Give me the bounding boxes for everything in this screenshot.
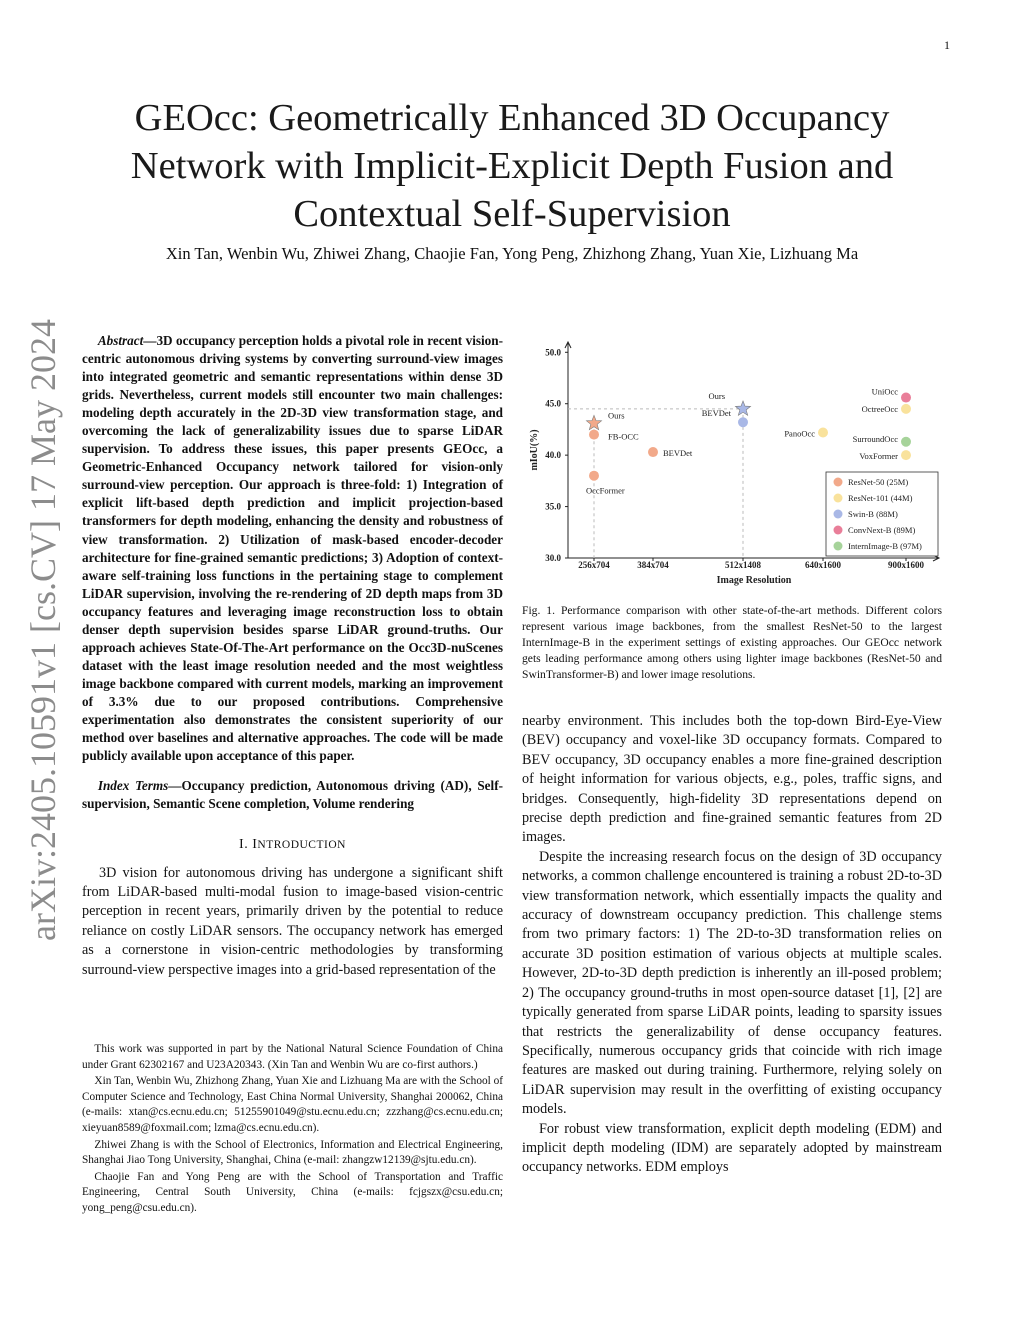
data-label-ours: Ours	[708, 390, 725, 401]
legend-swatch-resnet-101-44m	[834, 494, 843, 503]
footnote-funding: This work was supported in part by the National Natural Science Foundation of China under Grant 62302167 and U23A20343. (Xin Tan and Wenbin Wu are co-first authors.)	[82, 1043, 503, 1071]
y-tick-label: 50.0	[545, 347, 561, 358]
x-axis-label: Image Resolution	[716, 575, 792, 586]
x-tick-label: 900x1600	[888, 560, 924, 570]
data-label-uniocc: UniOcc	[871, 386, 898, 397]
data-label-bevdet: BEVDet	[701, 408, 731, 419]
data-point-ours-star	[586, 415, 601, 429]
data-label-octreeocc: OctreeOcc	[861, 403, 898, 414]
data-label-ours: Ours	[608, 410, 625, 421]
index-terms-label: Index Terms	[97, 778, 169, 794]
data-point-bevdet	[738, 417, 748, 427]
data-point-surroundocc	[901, 437, 911, 447]
y-axis-label: mIoU(%)	[529, 429, 540, 471]
right-column	[522, 712, 942, 1178]
section-number: I.	[239, 837, 249, 853]
abstract-text: 3D occupancy perception holds a pivotal role in recent vision-centric autonomous driving systems by converting surround-view images into integrated geometric and semantic representations within dense 3D grids. Nevertheless, current models still encounter two main challenges: modeling depth accurately in the 2D-3D view transformation stage, and overcoming the lack of generalizability issues due to sparse LiDAR supervision. To address these issues, this paper presents GEOcc, a Geometric-Enhanced Occupancy network tailored for vision-only surround-view perception. Our approach is three-fold: 1) Integration of explicit lift-based depth prediction and implicit projection-based transformers for depth modeling, enhancing the density and robustness of view transformation. 2) Utilization of mask-based encoder-decoder architecture for fine-grained semantic predictions; 3) Adoption of context-aware self-training loss functions in the pertaining stage to complement LiDAR supervision, involving the re-rendering of 2D depth maps from 3D occupancy features and leveraging image reconstruction loss to obtain denser depth supervision besides sparse LiDAR ground-truths. Our approach achieves State-Of-The-Art performance on the Occ3D-nuScenes dataset with the least image resolution needed and the most weightless image backbone compared with current models, marking an improvement of 3.3% due to our proposed contributions. Comprehensive experimentation also demonstrates the consistent superiority of our method over baselines and alternative approaches. The code will be made publicly available upon acceptance of this paper.	[82, 333, 503, 764]
legend-swatch-internimage-b-97m	[834, 542, 843, 551]
data-point-panoocc	[818, 428, 828, 438]
data-label-voxformer: VoxFormer	[859, 451, 898, 462]
data-label-occformer: OccFormer	[586, 485, 625, 496]
data-label-surroundocc: SurroundOcc	[852, 433, 898, 444]
paragraph-continuation: nearby environment. This includes both the top-down Bird-Eye-View (BEV) occupancy and voxel-like 3D occupancy formats. Compared to BEV occupancy, 3D occupancy enables a more fine-grained description of height information for various objects, e.g., poles, traffic signs, and bridges. Consequently, high-fidelity 3D representations depend on precise depth prediction and fine-grained semantic features from 2D images.	[522, 713, 942, 846]
x-tick-label: 512x1408	[725, 560, 761, 570]
data-point-octreeocc	[901, 404, 911, 414]
data-point-bevdet	[648, 447, 658, 457]
legend-swatch-convnext-b-89m	[834, 526, 843, 535]
data-point-uniocc	[901, 393, 911, 403]
data-label-panoocc: PanoOcc	[784, 428, 815, 439]
figure-caption: Fig. 1. Performance comparison with other state-of-the-art methods. Different colors represent various image backbones, from the smallest ResNet-50 to the largest InternImage-B in the experiment settings of existing approaches. Our GEOcc network gets leading performance among others using lighter image backbones (ResNet-50 and SwinTransformer-B) and lower image resolutions.	[522, 604, 942, 681]
abstract-label: Abstract	[97, 333, 144, 348]
intro-paragraph: 3D vision for autonomous driving has undergone a significant shift from LiDAR-based multi-modal fusion to image-based vision-centric perception in recent years, primarily driven by the potential to reduce reliance on costly LiDAR sensors. The occupancy network has emerged as a cornerstone in vision-centric methodologies by transforming surround-view perspective images into a grid-based representation of the	[82, 864, 503, 978]
legend-label-convnext-b-89m: ConvNext-B (89M)	[848, 525, 916, 535]
section-title-initial: I	[252, 837, 258, 853]
abstract: Abstract—3D occupancy perception holds a pivotal role in recent vision-centric autonomous driving systems by converting surround-view images into integrated geometric and semantic representations within dense 3D grids. Nevertheless, current models still encounter two main challenges: modeling depth accurately in the 2D-3D view transformation stage, and overcoming the lack of generalizability issues due to sparse LiDAR supervision. To address these issues, this paper presents GEOcc, a Geometric-Enhanced Occupancy network tailored for vision-only surround-view perception. Our approach is three-fold: 1) Integration of explicit lift-based depth prediction and implicit projection-based transformers for depth modeling, enhancing the density and robustness of view transformation. 2) Utilization of mask-based encoder-decoder architecture for fine-grained semantic predictions; 3) Adoption of context-aware self-training loss functions in the pertaining stage to complement LiDAR supervision, involving the re-rendering of 2D depth maps from 3D occupancy features and leveraging image reconstruction loss to obtain denser depth supervision besides sparse LiDAR ground-truths. Our approach achieves State-Of-The-Art performance on the Occ3D-nuScenes dataset with the least image resolution needed and the most weightless image backbone compared with current models, marking an improvement of 3.3% due to our proposed contributions. Comprehensive experimentation also demonstrates the consistent superiority of our method over baselines and alternative approaches. The code will be made publicly available upon acceptance of this paper.	[82, 333, 503, 764]
x-tick-label: 384x704	[637, 560, 669, 570]
data-label-bevdet: BEVDet	[663, 448, 693, 459]
y-tick-label: 40.0	[545, 450, 561, 461]
section-heading	[82, 835, 503, 855]
data-label-fb-occ: FB-OCC	[608, 431, 639, 442]
arxiv-stamp: arXiv:2405.10591v1 [cs.CV] 17 May 2024	[23, 319, 63, 941]
index-terms-text: Occupancy prediction, Autonomous driving (AD), Self-supervision, Semantic Scene completion, Volume rendering	[82, 778, 503, 812]
y-tick-label: 30.0	[545, 553, 561, 563]
index-terms: Index Terms—Occupancy prediction, Autonomous driving (AD), Self-supervision, Semantic Scene completion, Volume rendering	[82, 778, 503, 812]
x-tick-label: 640x1600	[805, 560, 841, 570]
legend-swatch-resnet-50-25m	[834, 478, 843, 487]
left-column	[82, 332, 503, 980]
paragraph-challenges: Despite the increasing research focus on the design of 3D occupancy networks, a common challenge encountered is training a robust 2D-to-3D view transformation network, which essentially impacts the quality and accuracy of downstream occupancy prediction. This challenge stems from two primary factors: 1) The 2D-to-3D transformation relies on accurate 3D position estimation of various objects at multiple scales. However, 2D-to-3D depth prediction is inherently an ill-posed problem; 2) The occupancy ground-truths in most open-source dataset [1], [2] are typically generated from sparse LiDAR points, leading to sparsity issues that restricts the generalizability of dense occupancy features. Specifically, numerous occupancy grids that coincide with rich image features are masked out during training. Furthermore, relying solely on LiDAR supervision may result in the overfitting of existing occupancy models.	[522, 848, 942, 1118]
footnote-affiliation-sjtu: Zhiwei Zhang is with the School of Electronics, Information and Electrical Engineering, Shanghai Jiao Tong University, Shanghai, China (e-mail: zhangzw12139@sjtu.edu.cn).	[82, 1138, 503, 1167]
paragraph-view-transformation: For robust view transformation, explicit depth modeling (EDM) and implicit depth modeling (IDM) are separately adopted by mainstream occupancy networks. EDM employs	[522, 1120, 942, 1176]
footnote-affiliation-ecnu: Xin Tan, Wenbin Wu, Zhizhong Zhang, Yuan Xie and Lizhuang Ma are with the School of Computer Science and Technology, East China Normal University, Shanghai 200062, China (e-mails: xtan@cs.ecnu.edu.cn; 51255901049@stu.ecnu.edu.cn; zzzhang@cs.ecnu.edu.cn; xieyuan8589@foxmail.com; lzma@cs.ecnu.edu.cn).	[82, 1075, 503, 1134]
y-tick-label: 35.0	[545, 501, 561, 512]
y-tick-label: 45.0	[545, 398, 561, 409]
section-title-rest: NTRODUCTION	[257, 839, 346, 852]
legend-label-internimage-b-97m: InternImage-B (97M)	[848, 541, 922, 551]
footnotes	[82, 1042, 503, 1218]
footnote-affiliation-csu: Chaojie Fan and Yong Peng are with the School of Transportation and Traffic Engineering, Central South University, China (e-mails: fcjgszx@csu.edu.cn; yong_peng@csu.edu.cn).	[82, 1170, 503, 1214]
performance-chart	[522, 336, 947, 588]
data-point-ours-star	[735, 401, 750, 415]
data-point-occformer	[589, 471, 599, 481]
legend-swatch-swin-b-88m	[834, 510, 843, 519]
legend-label-resnet-101-44m: ResNet-101 (44M)	[848, 493, 913, 503]
data-point-voxformer	[901, 450, 911, 460]
page-number: 1	[944, 38, 950, 52]
legend-label-swin-b-88m: Swin-B (88M)	[848, 509, 898, 519]
paper-title: GEOcc: Geometrically Enhanced 3D Occupancy Network with Implicit-Explicit Depth Fusion and Contextual Self-Supervision	[130, 97, 894, 235]
legend-label-resnet-50-25m: ResNet-50 (25M)	[848, 477, 909, 487]
author-list: Xin Tan, Wenbin Wu, Zhiwei Zhang, Chaojie Fan, Yong Peng, Zhizhong Zhang, Yuan Xie, Lizhuang Ma	[165, 244, 859, 263]
data-point-fb-occ	[589, 430, 599, 440]
x-tick-label: 256x704	[578, 560, 610, 570]
